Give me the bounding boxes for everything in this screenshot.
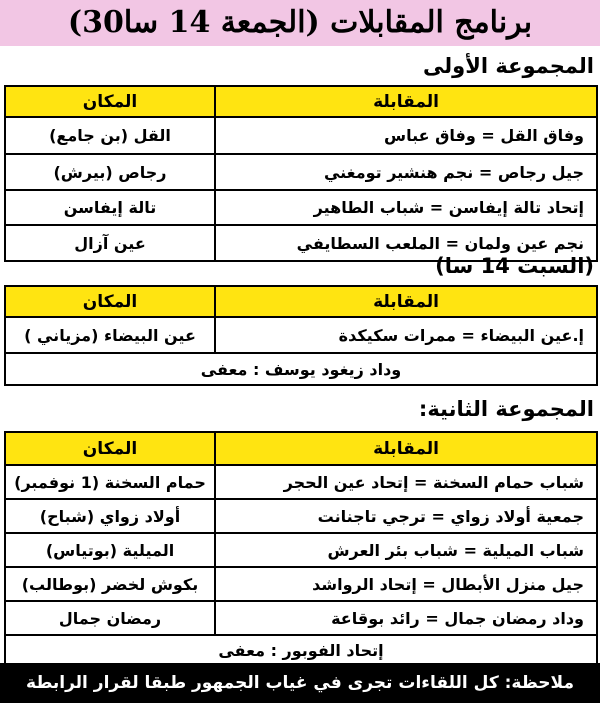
exempt-row	[5, 353, 597, 385]
header-place: المكان	[5, 432, 215, 465]
place-cell: حمام السخنة (1 نوفمبر)	[5, 465, 215, 499]
group2-heading: المجموعة الثانية:	[418, 397, 594, 421]
place-cell: أولاد زواي (شباح)	[5, 499, 215, 533]
place-cell: الميلية (بوتياس)	[5, 533, 215, 567]
table-row	[5, 465, 597, 499]
table-header-row	[5, 86, 597, 117]
match-cell: إ.عين البيضاء = ممرات سكيكدة	[215, 317, 597, 353]
exempt-cell: إتحاد الفوبور : معفى	[5, 635, 597, 665]
place-cell: بكوش لخضر (بوطالب)	[5, 567, 215, 601]
match-cell: وفاق القل = وفاق عباس	[215, 117, 597, 154]
table-row	[5, 317, 597, 353]
saturday-heading: (السبت 14 سا)	[435, 254, 594, 278]
page-title: برنامج المقابلات (الجمعة 14 سا30)	[0, 0, 600, 46]
match-cell: شباب الميلية = شباب بئر العرش	[215, 533, 597, 567]
place-cell: عين آزال	[5, 225, 215, 261]
match-cell: إتحاد تالة إيفاسن = شباب الطاهير	[215, 190, 597, 225]
group1-heading: المجموعة الأولى	[423, 54, 594, 78]
match-cell: جيل رجاص = نجم هنشير تومغني	[215, 154, 597, 190]
place-cell: رجاص (بيرش)	[5, 154, 215, 190]
header-place: المكان	[5, 86, 215, 117]
footer-note: ملاحظة: كل اللقاءات تجرى في غياب الجمهور طبقا لقرار الرابطة	[0, 663, 600, 703]
match-cell: شباب حمام السخنة = إتحاد عين الحجر	[215, 465, 597, 499]
group2-table	[4, 431, 598, 666]
exempt-cell: وداد زيغود يوسف : معفى	[5, 353, 597, 385]
saturday-table	[4, 285, 598, 386]
place-cell: القل (بن جامع)	[5, 117, 215, 154]
table-header-row	[5, 432, 597, 465]
header-match: المقابلة	[215, 86, 597, 117]
header-match: المقابلة	[215, 286, 597, 317]
exempt-row	[5, 635, 597, 665]
table-row	[5, 190, 597, 225]
match-cell: نجم عين ولمان = الملعب السطايفي	[215, 225, 597, 261]
table-row	[5, 117, 597, 154]
place-cell: عين البيضاء (مزياني )	[5, 317, 215, 353]
header-place: المكان	[5, 286, 215, 317]
table-row	[5, 499, 597, 533]
table-header-row	[5, 286, 597, 317]
place-cell: تالة إيفاسن	[5, 190, 215, 225]
match-cell: جيل منزل الأبطال = إتحاد الرواشد	[215, 567, 597, 601]
table-row	[5, 567, 597, 601]
table-row	[5, 154, 597, 190]
group1-table	[4, 85, 598, 262]
table-row	[5, 533, 597, 567]
match-cell: جمعية أولاد زواي = ترجي تاجنانت	[215, 499, 597, 533]
match-cell: وداد رمضان جمال = رائد بوقاعة	[215, 601, 597, 635]
header-match: المقابلة	[215, 432, 597, 465]
place-cell: رمضان جمال	[5, 601, 215, 635]
table-row	[5, 601, 597, 635]
